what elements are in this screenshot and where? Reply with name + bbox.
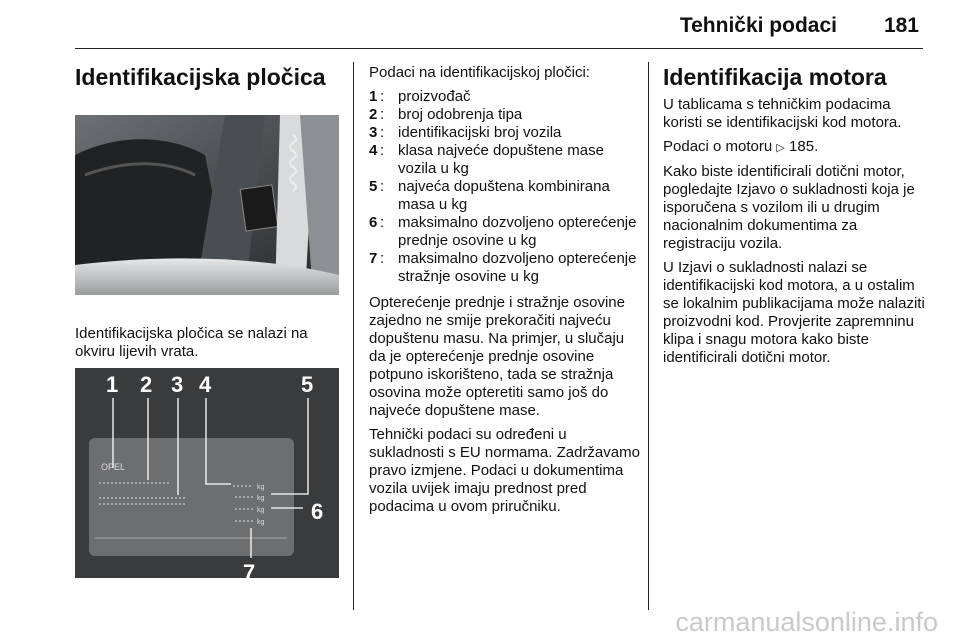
item-text: maksimalno dozvoljeno opterećenje stražnje osovine u kg <box>398 250 637 285</box>
engine-para-3: Kako biste identificirali dotični motor, pogledajte Izjavo o sukladnosti koja je isporučena s vozilom ili u drugim nacionalnim dokumentima za registraciju vozila. <box>663 163 915 252</box>
column-divider-right <box>648 62 649 610</box>
page-header <box>75 14 923 49</box>
item-number: 7 <box>369 250 378 267</box>
right-column <box>663 96 925 373</box>
callout-6: 6 <box>311 499 324 524</box>
column-divider-left <box>353 62 354 610</box>
plate-unit: kg <box>257 484 265 491</box>
plate-caption: Identifikacijska pločica se nalazi na okviru lijevih vrata. <box>75 325 308 360</box>
item-text: maksimalno dozvoljeno opterećenje prednje osovine u kg <box>398 214 637 249</box>
list-item: 2 : broj odobrenja tipa <box>369 106 641 124</box>
plate-unit: kg <box>257 495 265 502</box>
item-text: broj odobrenja tipa <box>398 106 523 123</box>
page-number: 181 <box>883 14 919 37</box>
engine-para-4: U Izjavi o sukladnosti nalazi se identifikacijski kod motora, a u ostalim se lokalnim publikacijama može nalaziti proizvodni kod. Provjerite zapremninu klipa i snagu motora kako biste identificirali dotični motor. <box>663 259 925 366</box>
callout-7: 7 <box>243 560 256 578</box>
door-frame-illustration <box>75 115 339 295</box>
list-item: 3 : identifikacijski broj vozila <box>369 124 641 142</box>
section-heading-plate: Identifikacijska pločica <box>75 64 326 90</box>
watermark: carmanualsonline.info <box>675 607 938 637</box>
list-item: 7 : maksimalno dozvoljeno opterećenje stražnje osovine u kg <box>369 250 641 286</box>
list-item: 5 : najveća dopuštena kombinirana masa u kg <box>369 178 641 214</box>
callout-2: 2 <box>140 372 153 397</box>
plate-diagram <box>75 368 339 578</box>
item-number: 2 <box>369 106 378 123</box>
axle-load-paragraph: Opterećenje prednje i stražnje osovine zajedno ne smije prekoračiti najveću dopuštenu masu. Na primjer, u slučaju da je opterećenje prednje osovine potpuno iskorišteno, tada se stražnja osovina može opteretiti samo još do najveće dopuštene mase. <box>369 294 625 419</box>
list-intro: Podaci na identifikacijskoj pločici: <box>369 64 590 81</box>
page-reference-icon: ▷ <box>776 142 785 154</box>
door-frame-photo <box>75 115 339 295</box>
plate-diagram-svg <box>75 368 339 578</box>
engine-page-link[interactable]: 185. <box>789 138 819 155</box>
item-text: identifikacijski broj vozila <box>398 124 562 141</box>
item-number: 3 <box>369 124 378 141</box>
plate-unit: kg <box>257 519 265 526</box>
header-title: Tehnički podaci <box>679 14 837 37</box>
callout-4: 4 <box>199 372 212 397</box>
engine-ref-para <box>663 138 925 157</box>
middle-column <box>369 64 641 522</box>
plate-brand-text: OPEL <box>101 462 126 472</box>
eu-norms-paragraph: Tehnički podaci su određeni u sukladnosti s EU normama. Zadržavamo pravo izmjene. Podaci u dokumentima vozila uvijek imaju prednost pred podacima u ovom priručniku. <box>369 426 640 515</box>
item-number: 6 <box>369 214 378 231</box>
callout-1: 1 <box>106 372 119 397</box>
section-heading-engine: Identifikacija motora <box>663 64 887 90</box>
list-item: 4 : klasa najveće dopuštene mase vozila u kg <box>369 142 641 178</box>
item-number: 5 <box>369 178 378 195</box>
item-text: klasa najveće dopuštene mase vozila u kg <box>398 142 604 177</box>
callout-3: 3 <box>171 372 184 397</box>
item-number: 1 <box>369 88 378 105</box>
item-number: 4 <box>369 142 378 159</box>
list-item: 6 : maksimalno dozvoljeno opterećenje prednje osovine u kg <box>369 214 641 250</box>
plate-unit: kg <box>257 507 265 514</box>
engine-ref-text: Podaci o motoru <box>663 138 777 155</box>
callout-5: 5 <box>301 372 314 397</box>
engine-para-1: U tablicama s tehničkim podacima koristi se identifikacijski kod motora. <box>663 96 902 131</box>
plate-data-list <box>369 88 641 286</box>
list-item: 1 : proizvođač <box>369 88 641 106</box>
item-text: proizvođač <box>398 88 471 105</box>
item-text: najveća dopuštena kombinirana masa u kg <box>398 178 610 213</box>
